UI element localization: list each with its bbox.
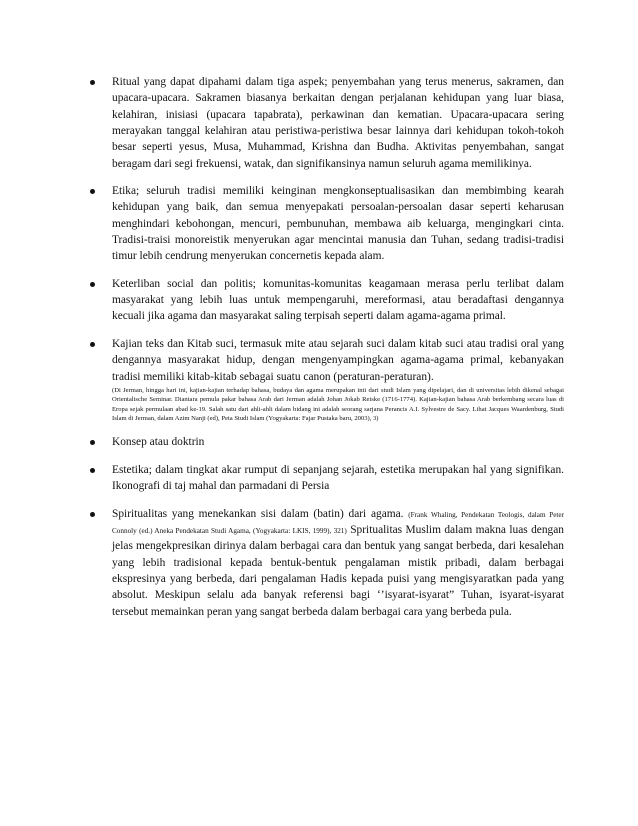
bullet-dot-icon — [90, 282, 95, 287]
list-item-etika — [88, 183, 564, 265]
bullet-list — [88, 74, 564, 631]
bullet-dot-icon — [90, 512, 95, 517]
list-item-spiritualitas — [88, 506, 564, 620]
bullet-dot-icon — [90, 468, 95, 473]
list-item-estetika — [88, 462, 564, 495]
paragraph-konsep: Konsep atau doktrin — [112, 436, 205, 449]
paragraph-spiritualitas-text-after: Spritualitas Muslim dalam makna luas dengan jelas mengekpresikan dirinya dalam berbagai cara dan bentuk yang sangat berbeda, dari kesalehan yang lebih tradisional kepada bentuk-bentuk pengalaman mistik pribadi, dalam berbagai ekspresinya yang berbeda, dari pengalaman Hadis kepada puisi yang mengisyaratkan pada yang absolut. Meskipun selalu ada banyak referensi bagi ‘’isyarat-isyarat” Tuhan, isyarat-isyarat tersebut memainkan peran yang sangat berbeda dalam berbagai cara yang berbeda pula. — [112, 523, 564, 618]
bullet-dot-icon — [90, 80, 95, 85]
paragraph-estetika: Estetika; dalam tingkat akar rumput di sepanjang sejarah, estetika merupakan hal yang signifikan. Ikonografi di taj mahal dan parmadani di Persia — [112, 463, 564, 493]
paragraph-spiritualitas — [112, 506, 564, 620]
bullet-dot-icon — [90, 189, 95, 194]
bullet-dot-icon — [90, 440, 95, 445]
paragraph-ritual: Ritual yang dapat dipahami dalam tiga aspek; penyembahan yang terus menerus, sakramen, dan upacara-upacara. Sakramen biasanya berkaitan dengan perjalanan kehidupan yang luar biasa, kelahiran, inisiasi (upacara tapabrata), perkawinan dan kematian. Upacara-upacara sering merayakan tanggal kelahiran atau peristiwa-peristiwa besar lainnya dari kehidupan tokoh-tokoh besar seperti yesus, Musa, Muhammad, Krishna dan Budha. Aktivitas penyembahan, sangat beragam dari segi frekuensi, watak, dan signifikansinya namun seluruh agama memilikinya. — [112, 76, 564, 170]
footnote-jerman: (Di Jerman, hingga hari ini, kajian-kajian terhadap bahasa, budaya dan agama merupakan inti dari studi Islam yang dipelajari, dan di universitas lebih dikenal sebagai Orientalische Seminar. Diantara pemula pakar bahasa Arab dari Jerman adalah Johan Jokab Reiske (1716-1774). Kajian-kajian bahasa Arab berkembang secara luas di Eropa sejak permulaan abad ke-19. Salah satu dari ahli-ahli dalam bidang ini adalah seorang sarjana Perancis A.I. Sylvestre de Sacy. Lihat Jacques Waardenburg, Studi Islam di Jerman, dalam Azim Nanji (ed), Peta Studi Islam (Yogyakarta: Fajar Pustaka baru, 2003), 3) — [112, 386, 564, 423]
bullet-dot-icon — [90, 342, 95, 347]
citation-whaling: (Frank Whaling, Pendekatan Teologis, dalam Peter Connoly (ed.) Aneka Pendekatan Studi Agama, (Yogyakarta: LKIS, 1999), 321) — [112, 510, 564, 535]
paragraph-spiritualitas-text: Spiritualitas yang menekankan sisi dalam (batin) dari agama. — [112, 507, 404, 520]
list-item-ritual — [88, 74, 564, 172]
list-item-konsep — [88, 434, 564, 450]
paragraph-kajian-teks — [112, 336, 564, 424]
paragraph-etika: Etika; seluruh tradisi memiliki keinginan mengkonseptualisasikan dan membimbing kearah kehidupan yang baik, dan semua menyepakati persoalan-persoalan dasar seperti keharusan menghindari kebohongan, mencuri, pembunuhan, membawa aib keluarga, mengingkari cinta. Tradisi-traisi monoreistik menyerukan agar mencintai manusia dan Tuhan, sedang tradisi-tradisi timur lebih cendrung menyerukan concernetis kepada alam. — [112, 185, 564, 263]
paragraph-kajian-teks-text: Kajian teks dan Kitab suci, termasuk mite atau sejarah suci dalam kitab suci atau tradisi oral yang dengannya masyarakat hidup, dengan mengenyampingkan agama-agama primal, kebanyakan tradisi memiliki kitab-kitab sebagai suatu canon (peraturan-peraturan). — [112, 337, 564, 383]
paragraph-keterlibatan: Keterliban social dan politis; komunitas-komunitas keagamaan merasa perlu terlibat dalam masyarakat yang lebih luas untuk mempengaruhi, mereformasi, atau beradaftasi dengannya kecuali jika agama dan masyarakat saling terpisah seperti dalam agama-agama primal. — [112, 277, 564, 323]
list-item-kajian-teks — [88, 336, 564, 424]
list-item-keterlibatan — [88, 276, 564, 325]
